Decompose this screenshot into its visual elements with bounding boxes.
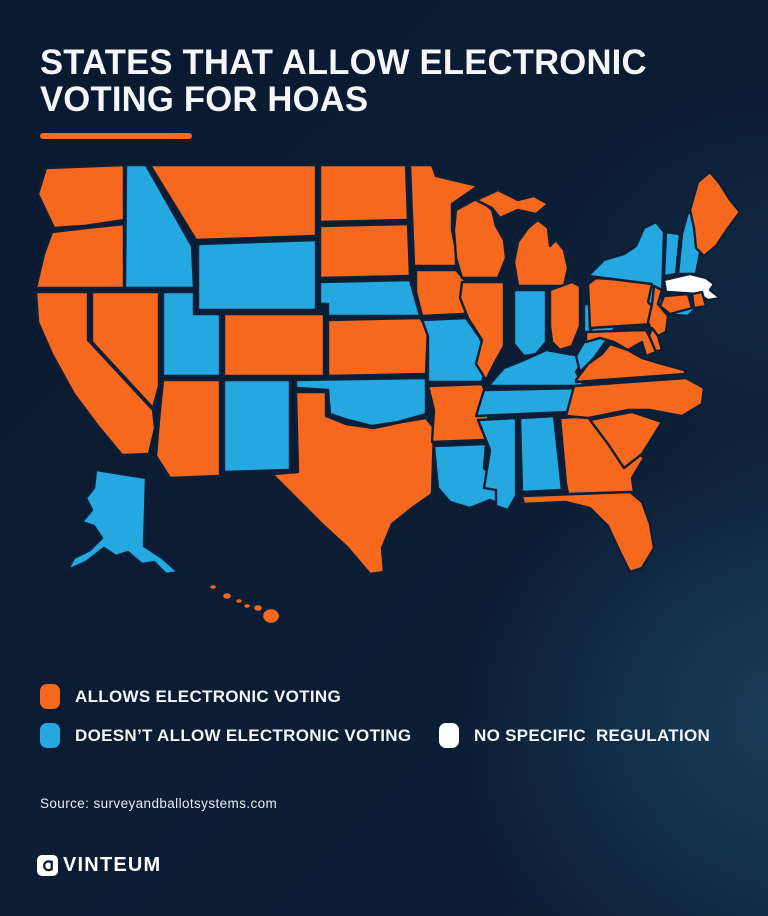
legend-label-no_regulation: NO SPECIFIC REGULATION xyxy=(474,725,711,745)
state-ks xyxy=(328,318,428,376)
state-ak xyxy=(68,470,178,574)
state-nm xyxy=(224,380,290,472)
state-sd xyxy=(320,224,410,278)
legend-item-allows xyxy=(40,684,341,709)
state-ri xyxy=(692,292,706,308)
state-me xyxy=(690,172,740,256)
state-ne xyxy=(320,280,420,316)
us-map xyxy=(28,158,746,646)
brand-logo xyxy=(36,854,161,877)
state-wa xyxy=(38,165,124,228)
legend-item-no_regulation xyxy=(439,723,710,748)
legend-label-allows: ALLOWS ELECTRONIC VOTING xyxy=(75,686,341,706)
state-az xyxy=(156,380,220,478)
page-title-line1: STATES THAT ALLOW ELECTRONIC xyxy=(40,43,647,82)
state-co xyxy=(224,314,324,376)
state-wy xyxy=(198,240,316,310)
state-nd xyxy=(320,165,408,222)
state-al xyxy=(520,416,562,492)
state-hi xyxy=(209,584,280,624)
state-ky xyxy=(490,350,586,386)
page-title-line2: VOTING FOR HOAS xyxy=(40,80,369,119)
source-text: Source: surveyandballotsystems.com xyxy=(40,796,278,811)
state-oh xyxy=(550,282,580,350)
legend-swatch-no_regulation xyxy=(439,723,459,748)
page-title xyxy=(40,44,647,118)
legend-swatch-doesnt_allow xyxy=(40,723,60,748)
state-or xyxy=(36,224,124,288)
state-in xyxy=(514,290,546,356)
vinteum-logo-icon xyxy=(36,854,59,877)
vinteum-logo-text: VINTEUM xyxy=(63,854,162,876)
state-fl xyxy=(522,492,654,572)
title-underline xyxy=(40,133,192,139)
legend-item-doesnt_allow xyxy=(40,723,411,748)
legend-label-doesnt_allow: DOESN’T ALLOW ELECTRONIC VOTING xyxy=(75,725,412,745)
us-map-svg xyxy=(28,158,746,646)
legend-swatch-allows xyxy=(40,684,60,709)
